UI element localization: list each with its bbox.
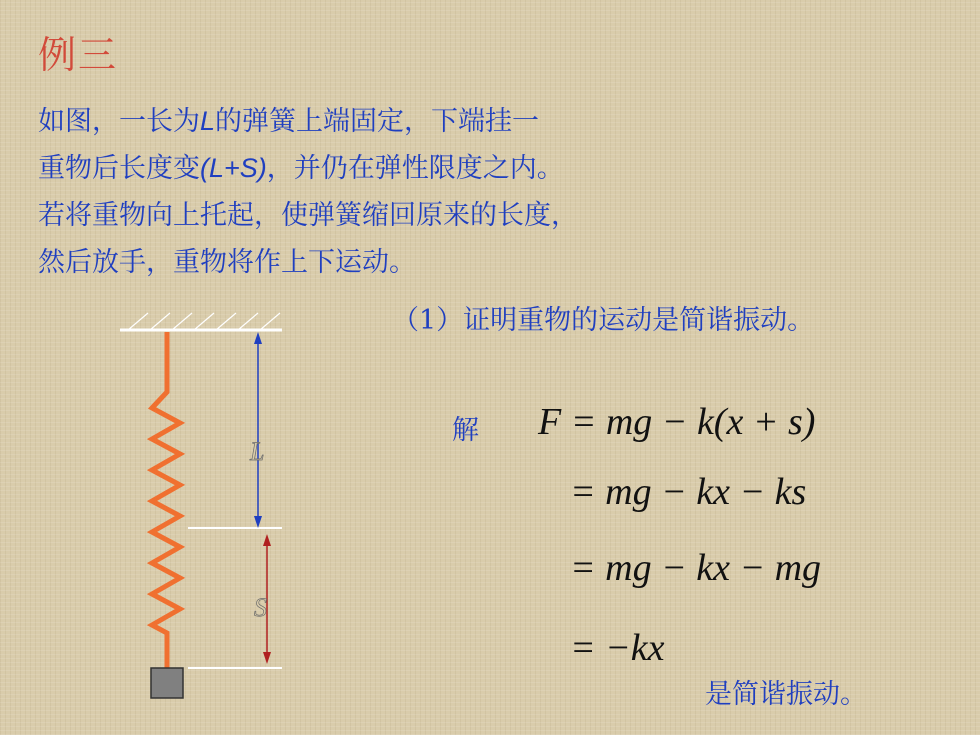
equation-1: F = mg − k(x + s) [538,401,816,443]
statement-line-3: 若将重物向上托起，使弹簧缩回原来的长度， [38,200,578,231]
solution-label: 解 [452,415,479,446]
arrowhead-down-icon [263,652,271,664]
statement-line-4: 然后放手，重物将作上下运动。 [38,247,416,278]
mass-block [151,668,183,698]
statement-text: 如图，一长为 [38,106,200,137]
equation-3: = mg − kx − mg [570,547,822,589]
ceiling-hatching [128,313,280,330]
new-length-symbol: (L+S) [200,153,267,183]
spring [152,332,180,668]
equation-2: = mg − kx − ks [570,471,807,513]
length-symbol: L [200,106,216,136]
arrowhead-up-icon [263,534,271,546]
arrowhead-down-icon [254,516,262,528]
slide-title: 例三 [38,33,119,77]
equation-4: = −kx [570,627,665,669]
label-S: S [254,593,267,622]
statement-text: 的弹簧上端固定，下端挂一 [215,106,540,137]
question-1: （1）证明重物的运动是简谐振动。 [392,305,815,336]
statement-text: 重物后长度变 [38,153,200,184]
label-L: L [250,437,265,466]
statement-text: ，并仍在弹性限度之内。 [266,153,564,184]
arrowhead-up-icon [254,332,262,344]
conclusion-text: 是简谐振动。 [705,679,867,710]
